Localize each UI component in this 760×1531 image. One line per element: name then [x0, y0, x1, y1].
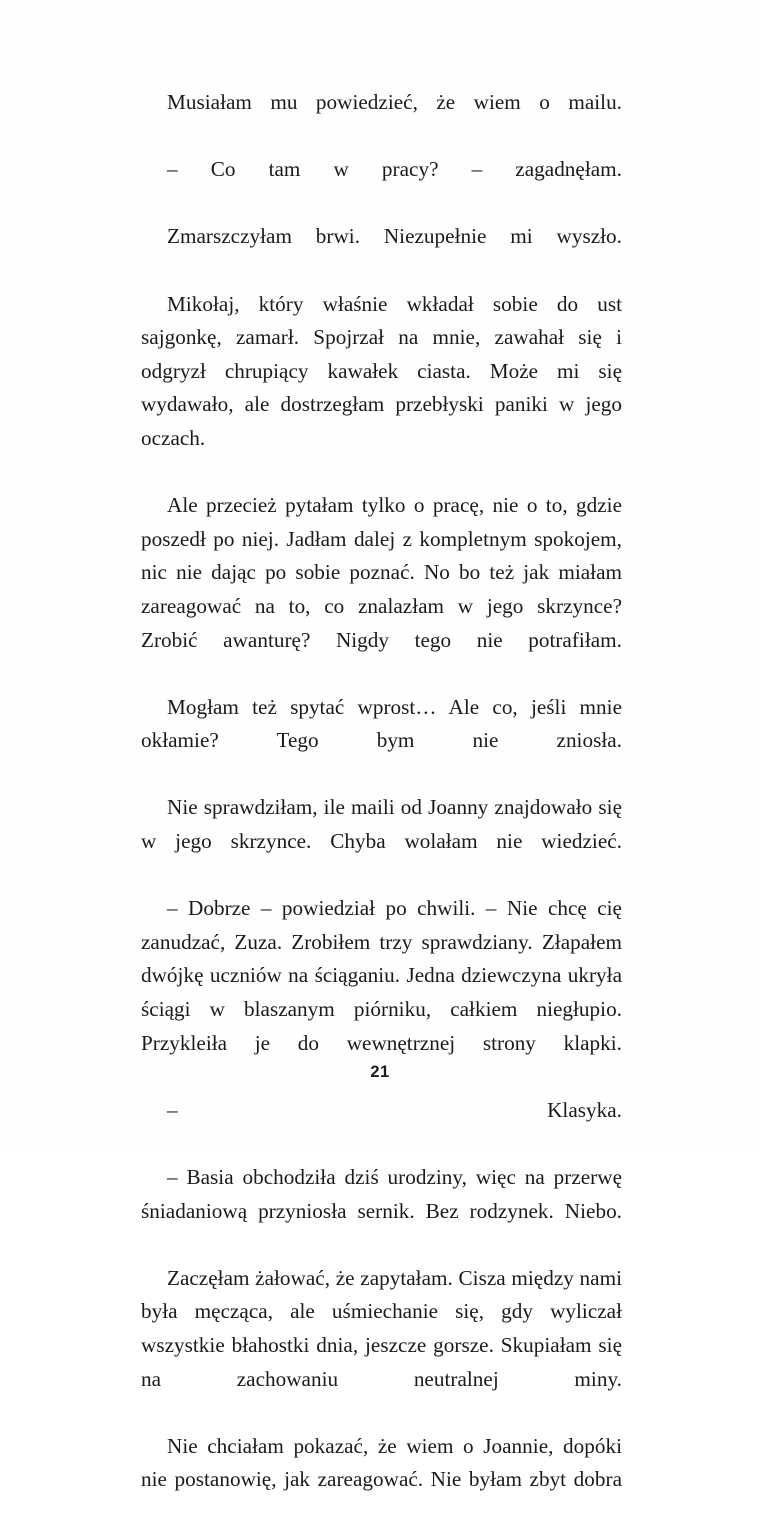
paragraph: Musiałam mu powiedzieć, że wiem o mailu. [167, 90, 622, 114]
paragraph: Nie chciałam pokazać, że wiem o Joannie, dopóki nie postanowię, jak zareagować. Nie byłam zbyt dobra [141, 1433, 622, 1492]
paragraph-dialogue: – Klasyka. [167, 1097, 622, 1122]
paragraph-dialogue: – Basia obchodziła dziś urodziny, więc na przerwę śniadaniową przyniosła sernik. Bez rodzynek. Niebo. [141, 1165, 622, 1223]
page-text-block [141, 86, 622, 1531]
page-number: 21 [370, 1063, 390, 1081]
paragraph-dialogue: – Dobrze – powiedział po chwili. – Nie chcę cię zanudzać, Zuza. Zrobiłem trzy sprawdziany. Złapałem dwójkę uczniów na ściąganiu. Jedna dziewczyna ukryła ściągi w blaszanym piórniku, całkiem niegłupio. Przykleiła je do wewnętrznej strony klapki. [141, 896, 622, 1055]
paragraph: Zmarszczyłam brwi. Niezupełnie mi wyszło. [167, 224, 622, 249]
paragraph: Ale przecież pytałam tylko o pracę, nie o to, gdzie poszedł po niej. Jadłam dalej z kompletnym spokojem, nic nie dając po sobie poznać. No bo też jak miałam zareagować na to, co znalazłam w jego skrzynce? Zrobić awanturę? Nigdy tego nie potrafiłam. [141, 493, 622, 652]
paragraph: Mikołaj, który właśnie wkładał sobie do ust sajgonkę, zamarł. Spojrzał na mnie, zawahał się i odgryzł chrupiący kawałek ciasta. Może mi się wydawało, ale dostrzegłam przebłyski paniki w jego oczach. [141, 291, 622, 450]
paragraph: Nie sprawdziłam, ile maili od Joanny znajdowało się w jego skrzynce. Chyba wolałam nie wiedzieć. [141, 795, 622, 854]
paragraph: Zaczęłam żałować, że zapytałam. Cisza między nami była męcząca, ale uśmiechanie się, gdy wyliczał wszystkie błahostki dnia, jeszcze gorsze. Skupiałam się na zachowaniu neutralnej miny. [141, 1265, 622, 1391]
paragraph-dialogue: – Co tam w pracy? – zagadnęłam. [167, 157, 622, 182]
paragraph: Mogłam też spytać wprost… Ale co, jeśli mnie okłamie? Tego bym nie zniosła. [141, 694, 622, 753]
